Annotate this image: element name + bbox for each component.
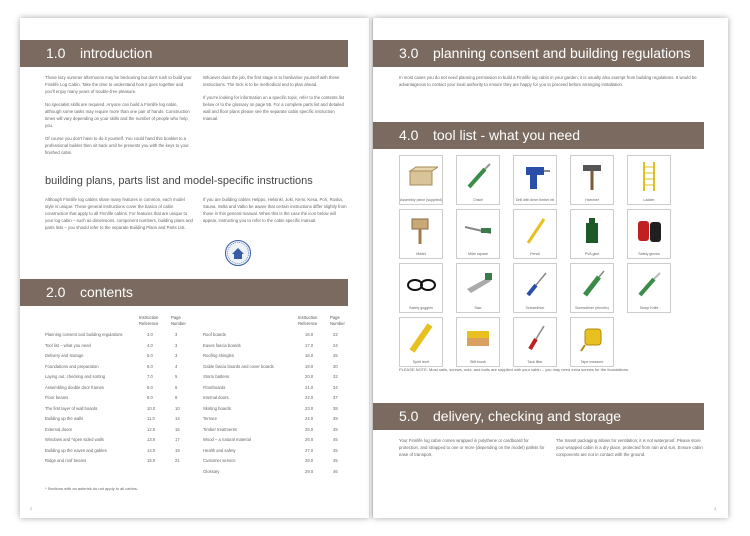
tools-section-title: tool list - what you need	[433, 127, 581, 143]
toc-entry-page: 45	[333, 447, 338, 453]
toc-entry-ref: 15.0	[147, 458, 156, 463]
toc-entry-ref: 24.0	[305, 416, 314, 421]
tool-card	[627, 155, 671, 205]
toc-row	[45, 458, 195, 466]
toc-header-line: Number	[330, 321, 345, 326]
toc-entry-page: 34	[333, 384, 338, 390]
toc-header-line: Instruction	[139, 315, 159, 320]
toc-entry-ref: 13.0	[147, 437, 156, 442]
tool-card	[513, 317, 557, 367]
toc-entry-ref: 9.0	[147, 395, 153, 400]
contents-section-band	[20, 279, 348, 306]
planning-text	[399, 74, 699, 94]
toc-entry-name: Building up the walls	[45, 416, 84, 421]
plans-heading: building plans, parts list and model-specific instructions	[45, 175, 313, 187]
intro-paragraph: Those lazy summer afternoons may be beckoning but don't rush to build your Finnlife Log Cabin. Take the time to understand how it goes together and you'll enjoy many years of trouble-free pleasure.	[45, 75, 192, 94]
toc-row	[203, 364, 353, 372]
toc-entry-ref: 11.0	[147, 416, 155, 421]
toc-entry-ref: 3.0	[147, 332, 153, 337]
toc-row	[45, 364, 195, 372]
toc-header-line: Page	[330, 315, 340, 320]
toc-row	[203, 343, 353, 351]
toc-entry-page: 21	[175, 458, 180, 463]
tool-card	[570, 317, 614, 367]
toc-entry-page: 30	[333, 363, 338, 369]
toc-row	[203, 458, 353, 466]
intro-section-title: introduction	[80, 45, 153, 61]
tool-card	[399, 209, 443, 259]
toc-entry-name: Tool list – what you need	[45, 342, 91, 348]
toc-entry-page: 5	[175, 374, 178, 379]
toc-entry-ref: 10.0	[147, 405, 156, 411]
tool-label: Mitre square	[468, 252, 488, 256]
tool-label: Stiff brush	[469, 360, 487, 364]
toc-row	[203, 469, 353, 477]
spirit-level-icon	[404, 321, 438, 355]
delivery-col1	[399, 437, 547, 464]
toc-row	[203, 427, 353, 435]
toc-entry-page: 25	[333, 353, 338, 358]
toc-entry-ref: 20.0	[305, 374, 314, 379]
cabin-specific-badge-icon	[225, 240, 251, 266]
toc-entry-page: 45	[333, 458, 338, 463]
toc-entry-page: 24	[333, 342, 338, 348]
toc-entry-page: 32	[333, 374, 338, 379]
electric-screwdriver-icon	[575, 267, 609, 301]
mitre-square-icon	[461, 213, 495, 247]
tool-label: Safety goggles	[409, 306, 433, 310]
toc-header-line: Reference	[298, 321, 318, 326]
toc-entry-name: Floorboards	[203, 384, 226, 390]
toc-entry-ref: 4.0	[147, 342, 153, 348]
toc-entry-page: 45	[333, 437, 338, 442]
toc-row	[203, 406, 353, 414]
plans-col2	[203, 196, 351, 230]
toc-row	[203, 416, 353, 424]
toc-entry-ref: 28.0	[305, 458, 314, 463]
toc-entry-page: 4	[175, 363, 178, 369]
delivery-section-band	[373, 403, 704, 430]
saw-icon	[461, 267, 495, 301]
toc-entry-ref: 19.0	[305, 363, 314, 369]
toc-ref-header-2	[298, 315, 317, 327]
toc-entry-page: 17	[175, 437, 180, 442]
toc-entry-page: 10	[175, 405, 180, 411]
tool-label: Screwdriver (electric)	[575, 306, 609, 310]
intro-paragraph: No specialist skills are required. Anyone can build a Finnlife log cabin, although some tasks may require more than one pair of hands. Construction times will vary depending on your skills and the number of people who help you.	[45, 102, 190, 128]
screwdriver-icon	[518, 267, 552, 301]
goggles-icon	[404, 267, 438, 301]
glue-icon	[575, 213, 609, 247]
toc-row	[45, 437, 195, 445]
toc-row	[45, 374, 195, 382]
toc-entry-page: 19	[175, 447, 180, 453]
toc-entry-name: Laying out, checking and sorting	[45, 374, 106, 379]
toc-entry-page: 22	[333, 332, 338, 337]
toc-entry-ref: 12.0	[147, 426, 156, 432]
toc-entry-ref: 14.0	[147, 447, 156, 453]
page-number-right: 3	[714, 506, 717, 511]
toc-entry-name: Customer service	[203, 458, 236, 463]
toc-entry-ref: 27.0	[305, 447, 314, 453]
toc-entry-name: Assembling double door frames	[45, 384, 104, 390]
tool-label: Assembly piece (supplied)	[400, 198, 442, 202]
toc-row	[45, 406, 195, 414]
tool-label: Tape measure	[580, 360, 604, 364]
toc-row	[45, 385, 195, 393]
toc-row	[203, 353, 353, 361]
tools-section-number: 4.0	[399, 127, 419, 143]
toc-entry-name: Planning consent and building regulations	[45, 332, 123, 337]
toc-entry-ref: 25.0	[305, 426, 314, 432]
plans-col1	[45, 196, 193, 237]
planning-section-title: planning consent and building regulations	[433, 45, 691, 61]
toc-row	[45, 416, 195, 424]
toc-entry-ref: 26.0	[305, 437, 314, 442]
toc-page-header-2	[330, 315, 345, 327]
toc-entry-page: 6	[175, 384, 178, 390]
toc-entry-ref: 16.0	[305, 332, 314, 337]
toc-entry-ref: 17.0	[305, 342, 314, 348]
plans-paragraph: Although Finnlife log cabins share many features in common, each model style is unique. These general instructions cover the basics of cabin construction that apply to all Finnlife cabins. For features that are unique to your log cabin – such as dimensions, component numbers, building plans and parts lists – you should refer to the separate Building Plans and Parts List.	[45, 197, 193, 230]
toc-row	[203, 437, 353, 445]
chisel-icon	[461, 159, 495, 193]
toc-entry-page: 8	[175, 395, 178, 400]
mallet-icon	[404, 213, 438, 247]
tool-label: Saw	[474, 306, 482, 310]
toc-entry-name: Terrace	[203, 416, 217, 421]
toc-row	[45, 427, 195, 435]
tool-label: PVA glue	[584, 252, 600, 256]
tool-label: Spirit level	[412, 360, 430, 364]
toc-entry-ref: 7.0	[147, 374, 153, 379]
toc-entry-name: External doors	[45, 426, 72, 432]
toc-row	[203, 385, 353, 393]
planning-paragraph: In most cases you do not need planning permission to build a Finnlife log cabin in your garden; it is usually also exempt from building regulations. It would be advantageous to contact your local authority to ensure they are happy for you to proceed before arranging installation.	[399, 75, 697, 87]
toc-entry-ref: 6.0	[147, 363, 153, 369]
toc-row	[45, 332, 195, 340]
tool-card	[456, 317, 500, 367]
tool-label: Safety gloves	[638, 252, 660, 256]
toc-entry-page: 38	[333, 405, 338, 411]
tool-card	[399, 155, 443, 205]
toc-entry-ref: 23.0	[305, 405, 314, 411]
toc-entry-name: Wood – a natural material	[203, 437, 251, 442]
delivery-section-number: 5.0	[399, 408, 419, 424]
toc-entry-name: Skirting boards	[203, 405, 231, 411]
toc-entry-name: Eaves fascia boards	[203, 342, 241, 348]
intro-col2	[203, 74, 351, 128]
intro-paragraph: Whoever does the job, the first stage is to familiarise yourself with these instructions. The trick is to be methodical and to plan ahead.	[203, 75, 340, 87]
tool-label: Pencil	[530, 252, 540, 256]
toc-row	[203, 332, 353, 340]
tool-card	[627, 209, 671, 259]
tack-lifter-icon	[518, 321, 552, 355]
delivery-paragraph: Your Finnlife log cabin comes wrapped in polythene or cardboard for protection, and strapped to one or more (depending on the model) pallets for ease of transport.	[399, 438, 545, 457]
drill-icon	[518, 159, 552, 193]
toc-row	[203, 374, 353, 382]
toc-footnote: * Sections with an asterisk do not apply to all cabins.	[45, 486, 138, 491]
toc-header-line: Reference	[139, 321, 159, 326]
pencil-icon	[518, 213, 552, 247]
tools-section-band	[373, 122, 704, 149]
tool-card	[513, 155, 557, 205]
toc-entry-name: Storm battens	[203, 374, 230, 379]
toc-row	[45, 448, 195, 456]
hammer-icon	[575, 159, 609, 193]
toc-entry-name: Windows and *open sided walls	[45, 437, 104, 442]
toc-entry-page: 46	[333, 468, 338, 474]
toc-entry-page: 3	[175, 342, 178, 348]
contents-section-title: contents	[80, 284, 133, 300]
toc-entry-name: Foundations and preparation	[45, 363, 99, 369]
toc-entry-page: 45	[333, 426, 338, 432]
toc-header-line: Page	[171, 315, 181, 320]
toc-left-column	[45, 332, 195, 482]
toc-header-line: Number	[171, 321, 186, 326]
tool-card	[456, 209, 500, 259]
toc-page-header	[171, 315, 186, 327]
toc-entry-name: Internal doors	[203, 395, 229, 400]
toc-entry-name: Health and safety	[203, 447, 236, 453]
house-icon	[226, 241, 250, 265]
toc-ref-header	[139, 315, 158, 327]
toc-entry-name: Building up the eaves and gables	[45, 447, 107, 453]
toc-row	[45, 353, 195, 361]
toc-header-line: Instruction	[298, 315, 318, 320]
toc-entry-name: Glossary	[203, 468, 220, 474]
tool-card	[570, 263, 614, 313]
toc-entry-ref: 8.0	[147, 384, 153, 390]
tool-card	[570, 209, 614, 259]
toc-entry-name: Roof boards	[203, 332, 226, 337]
tool-label: Mallet	[416, 252, 426, 256]
toc-entry-name: Ridge and roof beams	[45, 458, 87, 463]
tool-label: Sharp Knife	[639, 306, 659, 310]
toc-row	[45, 395, 195, 403]
intro-section-band	[20, 40, 348, 67]
tool-card	[399, 263, 443, 313]
tool-label: Tack lifter	[527, 360, 543, 364]
tool-label: Ladder	[643, 198, 655, 202]
toc-entry-ref: 18.0	[305, 353, 314, 358]
tool-card	[570, 155, 614, 205]
toc-entry-page: 3	[175, 332, 178, 337]
toc-entry-page: 3	[175, 353, 178, 358]
intro-col1	[45, 74, 193, 162]
delivery-section-title: delivery, checking and storage	[433, 408, 622, 424]
toc-entry-page: 39	[333, 416, 338, 421]
gloves-icon	[632, 213, 666, 247]
page-number-left: 2	[30, 506, 33, 511]
toc-entry-ref: 21.0	[305, 384, 314, 390]
intro-paragraph: Of course you don't have to do it yourself. You could hand this booklet to a professional builder then sit back until he presents you with the keys to your finished cabin.	[45, 136, 189, 155]
tool-label: Hammer	[585, 198, 599, 202]
toc-entry-page: 16	[175, 426, 180, 432]
intro-paragraph: If you're looking for information on a specific topic, refer to the contents list below or to the glossary on page 55. For a complete parts list and detailed wall and floor plans please see the separate cabin specific instruction manual.	[203, 95, 345, 121]
toc-entry-ref: 29.0	[305, 468, 314, 474]
brush-icon	[461, 321, 495, 355]
tape-measure-icon	[575, 321, 609, 355]
toc-entry-name: Delivery and storage	[45, 353, 84, 358]
intro-section-number: 1.0	[46, 45, 66, 61]
toc-entry-name: Gable fascia boards and cover boards	[203, 363, 274, 369]
tool-card	[456, 155, 500, 205]
toc-entry-page: 14	[175, 416, 180, 421]
delivery-paragraph: The transit packaging allows for ventilation; it is not waterproof. Please store your wrapped cabin in a dry place, protected from rain and sun. Ensure cabin components are not in contact with the ground.	[556, 438, 703, 457]
assembly-block-icon	[404, 159, 438, 193]
delivery-col2	[556, 437, 704, 464]
tool-card	[627, 263, 671, 313]
tool-card	[456, 263, 500, 313]
tool-label: Chisel	[473, 198, 483, 202]
toc-entry-ref: 5.0	[147, 353, 153, 358]
toc-entry-name: The first layer of wall boards	[45, 405, 98, 411]
toc-entry-page: 37	[333, 395, 338, 400]
tool-card	[513, 263, 557, 313]
toc-entry-name: Timber treatments	[203, 426, 237, 432]
planning-section-number: 3.0	[399, 45, 419, 61]
knife-icon	[632, 267, 666, 301]
toc-right-column	[203, 332, 353, 482]
toc-entry-name: Floor beams	[45, 395, 69, 400]
toc-row	[203, 395, 353, 403]
contents-section-number: 2.0	[46, 284, 66, 300]
tool-card	[399, 317, 443, 367]
toc-entry-name: Roofing shingles	[203, 353, 234, 358]
toc-entry-ref: 22.0	[305, 395, 314, 400]
planning-section-band	[373, 40, 704, 67]
tool-label: Drill with 6mm timber bit	[515, 198, 555, 202]
toc-row	[203, 448, 353, 456]
toc-row	[45, 343, 195, 351]
ladder-icon	[632, 159, 666, 193]
tool-card	[513, 209, 557, 259]
plans-paragraph: If you are building cabins Helppo, Helsinki, Joki, Kemi, Kesa, Pori, Ruska, Sauna, Selta and Valko be aware that certain instructions differ slightly from those in this general manual. When this is the case the icon below will appear, instructing you to refer to the cabin specific manual.	[203, 197, 347, 223]
tools-note: PLEASE NOTE: Most nails, screws, nuts, and bolts are supplied with your cabin – you may need extra screws for the foundations.	[399, 367, 630, 372]
tool-label: Screwdriver	[525, 306, 545, 310]
